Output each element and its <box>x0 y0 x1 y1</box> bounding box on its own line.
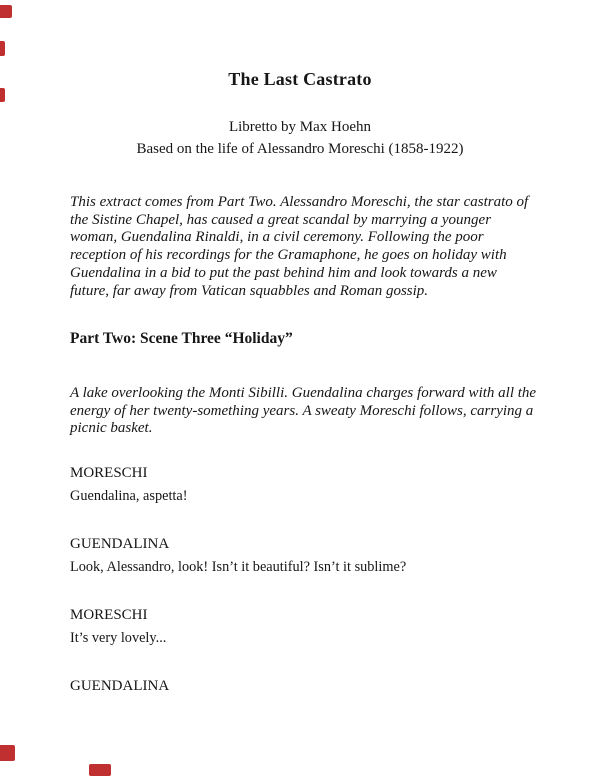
dialogue-line: Look, Alessandro, look! Isn’t it beautiful? Isn’t it sublime? <box>70 559 407 576</box>
synopsis-line: Guendalina in a bid to put the past behind him and look towards a new <box>70 264 497 281</box>
red-edge-mark <box>0 41 5 56</box>
subtitle: Based on the life of Alessandro Moreschi (1858-1922) <box>136 141 464 157</box>
synopsis-paragraph <box>70 194 550 300</box>
red-edge-mark <box>89 764 111 776</box>
stage-direction-line: picnic basket. <box>70 420 153 437</box>
dialogue-block <box>70 462 188 509</box>
speaker-name: GUENDALINA <box>70 536 170 552</box>
synopsis-line: This extract comes from Part Two. Alessandro Moreschi, the star castrato of <box>70 194 529 210</box>
red-edge-mark <box>0 88 5 102</box>
document-title: The Last Castrato <box>228 69 372 89</box>
dialogue-line: It’s very lovely... <box>70 630 167 647</box>
stage-direction-line: energy of her twenty-something years. A sweaty Moreschi follows, carrying a <box>70 402 534 419</box>
speaker-name: MORESCHI <box>70 465 148 481</box>
stage-direction <box>70 385 550 438</box>
dialogue-block <box>70 604 166 651</box>
stage-direction-line: A lake overlooking the Monti Sibilli. Guendalina charges forward with all the <box>70 385 537 401</box>
scene-heading: Part Two: Scene Three “Holiday” <box>70 330 293 347</box>
dialogue-line: Guendalina, aspetta! <box>70 488 188 505</box>
dialogue-block <box>70 533 406 580</box>
synopsis-line: the Sistine Chapel, has caused a great scandal by marrying a younger <box>70 211 492 228</box>
speaker-name: MORESCHI <box>70 607 148 623</box>
red-edge-mark <box>0 5 12 18</box>
byline: Libretto by Max Hoehn <box>228 119 372 135</box>
red-edge-mark <box>0 745 15 761</box>
synopsis-line: future, far away from Vatican squabbles and Roman gossip. <box>70 282 429 299</box>
speaker-name: GUENDALINA <box>70 678 170 694</box>
synopsis-line: woman, Guendalina Rinaldi, in a civil ceremony. Following the poor <box>70 229 484 246</box>
synopsis-line: reception of his recordings for the Gramaphone, he goes on holiday with <box>70 247 507 264</box>
dialogue-block <box>70 675 169 698</box>
